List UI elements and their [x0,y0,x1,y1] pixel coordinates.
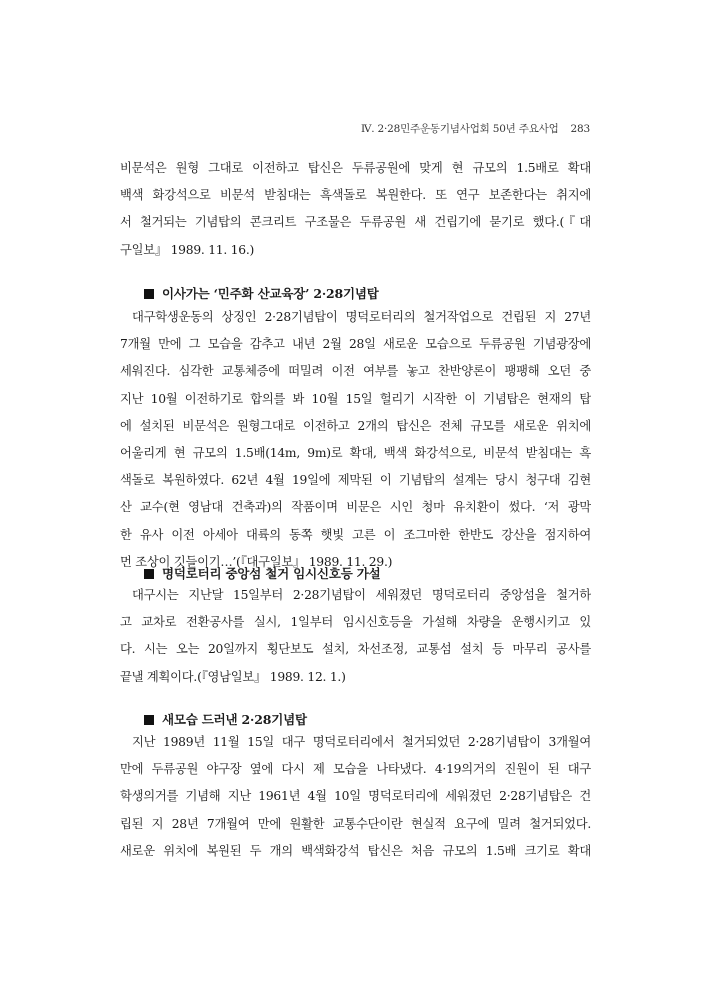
text-line: 산 교수(현 영남대 건축과)의 작품이며 비문은 시인 청마 유치환이 썼다. ‘저 광막 [120,500,591,515]
section-title-text: 명덕로터리 중앙섬 철거 임시신호등 가설 [162,566,381,581]
square-bullet-icon [144,569,154,579]
text-line: 학생의거를 기념해 지난 1961년 4월 10일 명덕로터리에 세워졌던 2·28기념탑은 건 [120,789,591,804]
section-paragraph [120,304,591,576]
text-line: 지난 10월 이전하기로 합의를 봐 10월 15일 헐리기 시작한 이 기념탑은 현재의 탑 [120,391,591,406]
square-bullet-icon [144,289,154,299]
running-title: Ⅳ. 2·28민주운동기념사업회 50년 주요사업 [360,123,559,135]
text-line: 끝낼 계획이다.(『영남일보』 1989. 12. 1.) [120,669,346,684]
section-paragraph [120,582,591,691]
text-line: 비문석은 원형 그대로 이전하고 탑신은 두류공원에 맞게 현 규모의 1.5배로 확대 [120,161,591,175]
section-title-text: 새모습 드러낸 2·28기념탑 [162,712,307,727]
text-line: 고 교차로 전환공사를 실시, 1일부터 임시신호등을 가설해 차량을 운행시키고 있 [120,615,591,630]
text-line: 먼 조상이 깃들이기…’(『대구일보』 1989. 11. 29.) [120,554,393,569]
text-line: 만에 두류공원 야구장 옆에 다시 제 모습을 나타냈다. 4·19의거의 진원이 된 대구 [120,762,591,777]
text-line: 다. 시는 오는 20일까지 횡단보도 설치, 차선조정, 교통섬 설치 등 마무리 공사를 [120,642,591,657]
section-paragraph [120,729,591,865]
page-number: 283 [570,123,590,135]
text-line: 백색 화강석으로 비문석 받침대는 흑색돌로 복원한다. 또 연구 보존한다는 취지에 [120,188,591,203]
square-bullet-icon [144,715,154,725]
text-line: 어울리게 현 규모의 1.5배(14m, 9m)로 확대, 백색 화강석으로, 비문석 받침대는 흑 [120,445,591,460]
text-line: 대구시는 지난달 15일부터 2·28기념탑이 세워졌던 명덕로터리 중앙섬을 철거하 [132,588,591,602]
text-line: 대구학생운동의 상징인 2·28기념탑이 명덕로터리의 철거작업으로 건립된 지 27년 [132,310,591,324]
section-title [144,710,307,728]
text-line: 지난 1989년 11월 15일 대구 명덕로터리에서 철거되었던 2·28기념탑이 3개월여 [132,735,591,749]
text-line: 립된 지 28년 7개월여 만에 원활한 교통수단이란 현실적 요구에 밀려 철거되었다. [120,816,591,831]
text-line: 세워진다. 심각한 교통체증에 떠밀려 이전 여부를 놓고 찬반양론이 팽팽해 오던 중 [120,364,591,379]
text-line: 7개월 만에 그 모습을 감추고 내년 2월 28일 새로운 모습으로 두류공원 기념광장에 [120,337,591,352]
text-line: 한 유사 이전 아세아 대륙의 동쪽 햇빛 고른 이 조그마한 한반도 강산을 점지하여 [120,527,591,542]
intro-paragraph [120,155,591,264]
text-line: 새로운 위치에 복원된 두 개의 백색화강석 탑신은 처음 규모의 1.5배 크기로 확대 [120,843,591,858]
running-header [120,121,590,136]
section-title [144,284,379,302]
text-line: 구일보』 1989. 11. 16.) [120,242,255,257]
section-title-text: 이사가는 ‘민주화 산교육장’ 2·28기념탑 [162,286,379,301]
text-line: 서 철거되는 기념탑의 콘크리트 구조물은 두류공원 새 건립기에 묻기로 했다.(『대 [120,215,591,230]
text-line: 색돌로 복원하였다. 62년 4월 19일에 제막된 이 기념탑의 설계는 당시 청구대 김현 [120,473,591,488]
section-title [144,564,380,582]
text-line: 에 설치된 비문석은 원형그대로 이전하고 2개의 탑신은 전체 규모를 새로운 위치에 [120,418,591,433]
